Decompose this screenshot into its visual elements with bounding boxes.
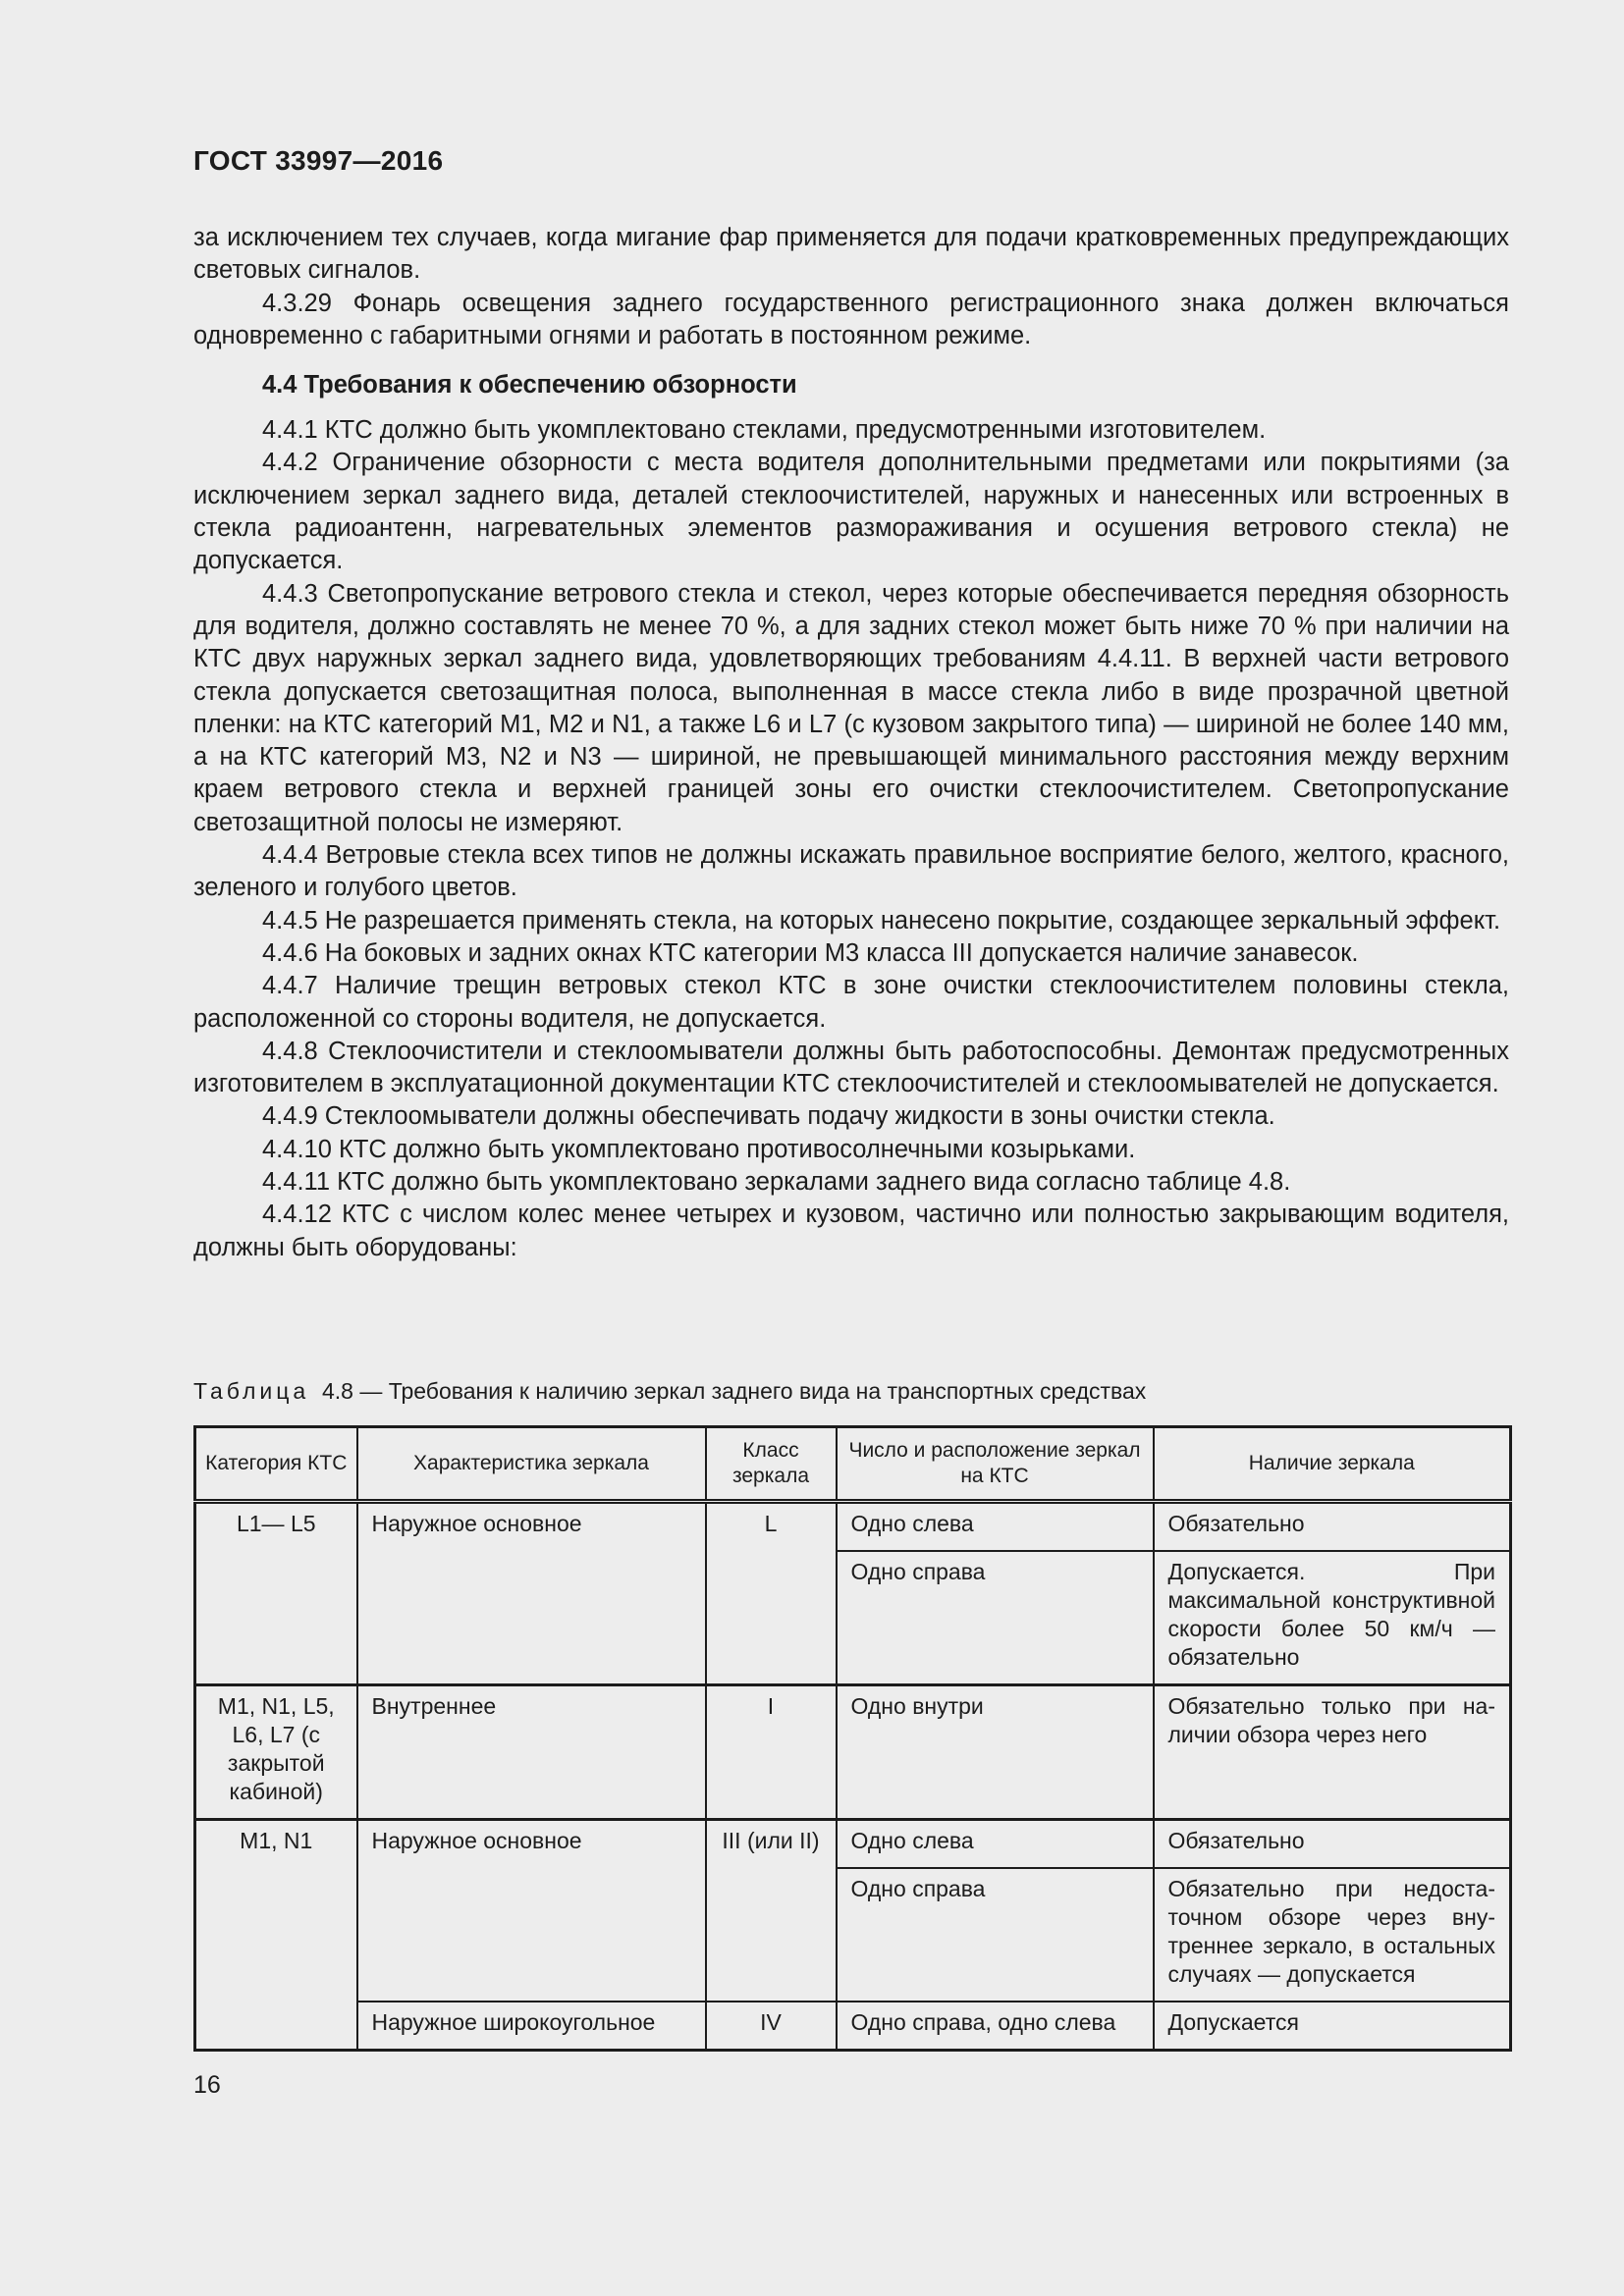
body-text — [193, 222, 1509, 1264]
header-presence: Наличие зеркала — [1154, 1427, 1511, 1502]
paragraph: 4.4.5 Не разрешается применять стекла, на которых нанесено покрытие, создающее зеркальный эффект. — [262, 906, 1501, 934]
paragraph: 4.4.10 КТС должно быть укомплектовано противосолнечными козырьками. — [262, 1135, 1136, 1163]
cell-characteristic: Наружное широкоугольное — [357, 2002, 706, 2051]
header-characteristic: Характеристика зеркала — [357, 1427, 706, 1502]
paragraph: 4.4.7 Наличие трещин ветровых стекол КТС в зоне очистки стеклоочистителем половины стекла, расположенной со стороны водителя, не допускается. — [193, 972, 1509, 1033]
header-category: Категория КТС — [195, 1427, 357, 1502]
table-row — [195, 2002, 1511, 2051]
cell-count: Одно слева — [837, 1820, 1154, 1869]
cell-characteristic: Наружное основное — [357, 1820, 706, 2002]
cell-presence: Допускается. При максимальной конструктивной скорости более 50 км/ч — обязательно — [1154, 1551, 1511, 1685]
cell-presence: Обязательно — [1154, 1502, 1511, 1552]
paragraph: 4.4.9 Стеклоомыватели должны обеспечивать подачу жидкости в зоны очистки стекла. — [262, 1102, 1275, 1131]
cell-presence: Допускается — [1154, 2002, 1511, 2051]
section-heading: 4.4 Требования к обеспечению обзорности — [262, 371, 797, 400]
paragraph: за исключением тех случаев, когда мигание фар применяется для подачи кратковременных предупреждающих световых сигналов. — [193, 224, 1509, 285]
cell-count: Одно справа — [837, 1868, 1154, 2002]
cell-category: М1, N1 — [195, 1820, 357, 2051]
table-caption-text: 4.8 — Требования к наличию зеркал заднего вида на транспортных средствах — [321, 1378, 1147, 1404]
table-header-row — [195, 1427, 1511, 1502]
header-class: Класс зеркала — [706, 1427, 837, 1502]
cell-presence: Обязательно при недостаточном обзоре через внутреннее зеркало, в остальных случаях — допускается — [1154, 1868, 1511, 2002]
mirror-requirements-table — [193, 1425, 1512, 2052]
header-count: Число и расположение зеркал на КТС — [837, 1427, 1154, 1502]
paragraph: 4.4.8 Стеклоочистители и стеклоомыватели должны быть работоспособны. Демонтаж предусмотренных изготовителем в эксплуатационной документации КТС стеклоочистителей и стеклоомывателей не допускается. — [193, 1037, 1509, 1098]
paragraph: 4.4.2 Ограничение обзорности с места водителя дополнительными предметами или покрытиями (за исключением зеркал заднего вида, деталей стеклоочистителей, наружных и нанесенных или встроенных в стекла радиоантенн, нагревательных элементов размораживания и осушения ветрового стекла) не допускается. — [193, 449, 1509, 575]
paragraph: 4.4.11 КТС должно быть укомплектовано зеркалами заднего вида согласно таблице 4.8. — [262, 1168, 1291, 1197]
cell-count: Одно слева — [837, 1502, 1154, 1552]
cell-category: М1, N1, L5, L6, L7 (с закрытой кабиной) — [195, 1685, 357, 1820]
cell-characteristic: Наружное основное — [357, 1502, 706, 1685]
cell-category: L1— L5 — [195, 1502, 357, 1685]
page-number: 16 — [193, 2071, 221, 2099]
document-header: ГОСТ 33997—2016 — [193, 145, 444, 176]
paragraph: 4.3.29 Фонарь освещения заднего государственного регистрационного знака должен включаться одновременно с габаритными огнями и работать в постоянном режиме. — [193, 289, 1509, 349]
table-row — [195, 1502, 1511, 1552]
cell-count: Одно справа — [837, 1551, 1154, 1685]
cell-presence: Обязательно — [1154, 1820, 1511, 1869]
cell-characteristic: Внутреннее — [357, 1685, 706, 1820]
paragraph: 4.4.6 На боковых и задних окнах КТС категории М3 класса III допускается наличие занавесок. — [262, 938, 1359, 967]
table-row — [195, 1685, 1511, 1820]
paragraph: 4.4.4 Ветровые стекла всех типов не должны искажать правильное восприятие белого, желтого, красного, зеленого и голубого цветов. — [193, 841, 1509, 902]
cell-class: IV — [706, 2002, 837, 2051]
table-caption-label: Таблица — [193, 1378, 310, 1404]
cell-class: I — [706, 1685, 837, 1820]
cell-count: Одно справа, одно слева — [837, 2002, 1154, 2051]
table-row — [195, 1820, 1511, 1869]
cell-presence: Обязательно только при наличии обзора через него — [1154, 1685, 1511, 1820]
paragraph: 4.4.12 КТС с числом колес менее четырех и кузовом, частично или полностью закрывающим водителя, должны быть оборудованы: — [193, 1201, 1509, 1261]
cell-class: III (или II) — [706, 1820, 837, 2002]
paragraph: 4.4.3 Светопропускание ветрового стекла и стекол, через которые обеспечивается передняя обзорность для водителя, должно составлять не менее 70 %, а для задних стекол может быть ниже 70 % при наличии на КТС двух наружных зеркал заднего вида, удовлетворяющих требованиям 4.4.11. В верхней части ветрового стекла допускается светозащитная полоса, выполненная в массе стекла либо в виде прозрачной цветной пленки: на КТС категорий М1, М2 и N1, а также L6 и L7 (с кузовом закрытого типа) — шириной не более 140 мм, а на КТС категорий М3, N2 и N3 — шириной, не превышающей минимального расстояния между верхним краем ветрового стекла и верхней границей зоны его очистки стеклоочистителем. Светопропускание светозащитной полосы не измеряют. — [193, 579, 1509, 836]
cell-count: Одно внутри — [837, 1685, 1154, 1820]
table-caption — [193, 1376, 1146, 1406]
cell-class: L — [706, 1502, 837, 1685]
paragraph: 4.4.1 КТС должно быть укомплектовано стеклами, предусмотренными изготовителем. — [262, 416, 1267, 445]
